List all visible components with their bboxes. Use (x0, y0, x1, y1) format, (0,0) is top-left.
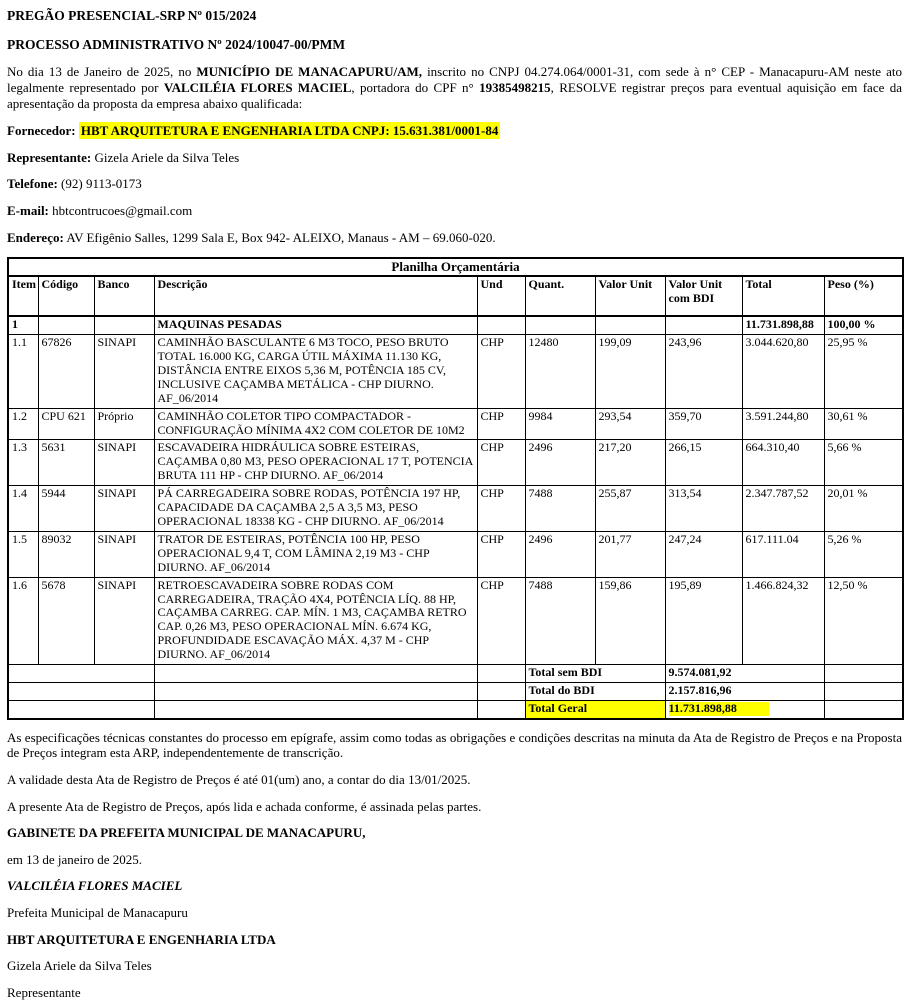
table-row (8, 531, 903, 577)
cell-quant: 2496 (525, 440, 595, 486)
totals-row-sem-bdi (8, 665, 903, 683)
table-row (8, 408, 903, 440)
footer-date-line: em 13 de janeiro de 2025. (7, 851, 143, 867)
total-geral-value-cell (665, 700, 824, 718)
contact-line-representante (7, 150, 902, 166)
doc-title: PREGÃO PRESENCIAL-SRP Nº 015/2024 (7, 8, 257, 23)
cell-valor-unit-bdi: 247,24 (665, 531, 742, 577)
footer-paragraph-validity: A validade desta Ata de Registro de Preços é até 01(um) ano, a contar do dia 13/01/2025. (7, 771, 471, 787)
cell-valor-unit (595, 316, 665, 334)
cell-banco: SINAPI (94, 486, 154, 532)
cell-quant (525, 316, 595, 334)
cell-valor-unit: 159,86 (595, 577, 665, 664)
cell-item: 1 (8, 316, 38, 334)
cell-und: CHP (477, 408, 525, 440)
cell-descricao: CAMINHÃO BASCULANTE 6 M3 TOCO, PESO BRUTO TOTAL 16.000 KG, CARGA ÚTIL MÁXIMA 11.130 KG, DISTÂNCIA ENTRE EIXOS 5,36 M, POTÊNCIA 185 CV, INCLUSIVE CAÇAMBA METÁLICA - CHP DIURNO. AF_06/2014 (154, 335, 477, 409)
cell-quant: 12480 (525, 335, 595, 409)
contact-line-endereco (7, 230, 902, 246)
email-label: E-mail: (7, 202, 49, 218)
col-header-item: Item (8, 276, 38, 316)
intro-text-4: , RESOLVE registrar preços para eventual aquisição em face da apresentação da proposta da empresa abaixo qualificada: (7, 79, 902, 111)
col-header-banco: Banco (94, 276, 154, 316)
intro-text-3: , portadora do CPF n° (351, 79, 480, 95)
process-number: PROCESSO ADMINISTRATIVO Nº 2024/10047-00/PMM (7, 37, 346, 53)
table-row (8, 486, 903, 532)
cell-descricao: PÁ CARREGADEIRA SOBRE RODAS, POTÊNCIA 197 HP, CAPACIDADE DA CAÇAMBA 2,5 A 3,5 M3, PESO OPERACIONAL 18338 KG - CHP DIURNO. AF_06/2014 (154, 486, 477, 532)
cell-banco: SINAPI (94, 440, 154, 486)
cell-peso: 20,01 % (824, 486, 903, 532)
totals-row-do-bdi (8, 682, 903, 700)
intro-text-2: inscrito no CNPJ 04.274.064/0001-31, com sede à n° CEP - Manacapuru-AM neste ato legalmente representado por (7, 64, 902, 95)
cell-item: 1.4 (8, 486, 38, 532)
empty-cell (8, 700, 154, 718)
cell-und: CHP (477, 440, 525, 486)
mayor-name: VALCILÉIA FLORES MACIEL (163, 79, 352, 95)
cell-valor-unit-bdi (665, 316, 742, 334)
footer-paragraph-signing: A presente Ata de Registro de Preços, após lida e achada conforme, é assinada pelas partes. (7, 798, 482, 814)
cell-valor-unit: 199,09 (595, 335, 665, 409)
empty-cell (154, 665, 477, 683)
cell-banco (94, 316, 154, 334)
col-header-peso: Peso (%) (824, 276, 903, 316)
cell-valor-unit-bdi: 359,70 (665, 408, 742, 440)
intro-paragraph (7, 64, 902, 111)
table-title: Planilha Orçamentária (8, 258, 903, 276)
supplier-value-highlighted: HBT ARQUITETURA E ENGENHARIA LTDA CNPJ: 15.631.381/0001-84 (80, 123, 499, 139)
cell-codigo (38, 316, 94, 334)
cell-codigo: 89032 (38, 531, 94, 577)
cell-banco: Próprio (94, 408, 154, 440)
cell-peso: 5,66 % (824, 440, 903, 486)
intro-text-1: No dia 13 de Janeiro de 2025, no (7, 64, 197, 80)
cell-und: CHP (477, 577, 525, 664)
cell-item: 1.1 (8, 335, 38, 409)
footer-paragraph-specs: As especificações técnicas constantes do processo em epígrafe, assim como todas as obrigações e condições descritas na minuta da Ata de Registro de Preços e na Proposta de Preços integram esta ARP, independentemente de transcrição. (7, 729, 902, 761)
signature-company-name: HBT ARQUITETURA E ENGENHARIA LTDA (7, 931, 276, 947)
cell-peso: 12,50 % (824, 577, 903, 664)
cell-banco: SINAPI (94, 577, 154, 664)
cell-total: 617.111.04 (742, 531, 824, 577)
cell-peso: 100,00 % (824, 316, 903, 334)
totals-row-geral (8, 700, 903, 718)
signature-mayor-name: VALCILÉIA FLORES MACIEL (7, 878, 183, 894)
signature-rep-name: Gizela Ariele da Silva Teles (7, 958, 152, 974)
cell-quant: 7488 (525, 486, 595, 532)
empty-cell (154, 700, 477, 718)
total-do-bdi-label: Total do BDI (525, 682, 665, 700)
cell-codigo: 5678 (38, 577, 94, 664)
cell-codigo: 5631 (38, 440, 94, 486)
cell-codigo: 67826 (38, 335, 94, 409)
cell-valor-unit: 201,77 (595, 531, 665, 577)
cell-valor-unit: 217,20 (595, 440, 665, 486)
telefone-value: (92) 9113-0173 (61, 176, 142, 192)
cell-descricao: TRATOR DE ESTEIRAS, POTÊNCIA 100 HP, PESO OPERACIONAL 9,4 T, COM LÂMINA 2,19 M3 - CHP DIURNO. AF_06/2014 (154, 531, 477, 577)
cell-banco: SINAPI (94, 531, 154, 577)
total-sem-bdi-label: Total sem BDI (525, 665, 665, 683)
cell-valor-unit-bdi: 266,15 (665, 440, 742, 486)
cell-peso: 25,95 % (824, 335, 903, 409)
col-header-codigo: Código (38, 276, 94, 316)
cell-peso: 30,61 % (824, 408, 903, 440)
cell-item: 1.3 (8, 440, 38, 486)
total-sem-bdi-value: 9.574.081,92 (665, 665, 824, 683)
empty-cell (154, 682, 477, 700)
cell-valor-unit: 293,54 (595, 408, 665, 440)
empty-cell (824, 682, 903, 700)
cell-banco: SINAPI (94, 335, 154, 409)
supplier-label: Fornecedor: (7, 123, 76, 139)
supplier-line (7, 123, 902, 139)
cell-descricao: RETROESCAVADEIRA SOBRE RODAS COM CARREGADEIRA, TRAÇÃO 4X4, POTÊNCIA LÍQ. 88 HP, CAÇAMBA CARREG. CAP. MÍN. 1 M3, CAÇAMBA RETRO CAP. 0,26 M3, PESO OPERACIONAL MÍN. 6.674 KG, PROFUNDIDADE ESCAVAÇÃO MÁX. 4,37 M - CHP DIURNO. AF_06/2014 (154, 577, 477, 664)
cell-total: 2.347.787,52 (742, 486, 824, 532)
representante-value: Gizela Ariele da Silva Teles (94, 149, 240, 165)
contact-line-email (7, 203, 902, 219)
cell-total: 3.591.244,80 (742, 408, 824, 440)
signature-rep-role: Representante (7, 984, 81, 1000)
cell-valor-unit-bdi: 195,89 (665, 577, 742, 664)
cell-und (477, 316, 525, 334)
empty-cell (477, 682, 525, 700)
cell-total: 11.731.898,88 (742, 316, 824, 334)
empty-cell (8, 665, 154, 683)
endereco-label: Endereço: (7, 229, 64, 245)
col-header-valor-unit: Valor Unit (595, 276, 665, 316)
cell-und: CHP (477, 531, 525, 577)
cell-total: 3.044.620,80 (742, 335, 824, 409)
col-header-total: Total (742, 276, 824, 316)
cell-codigo: CPU 621 (38, 408, 94, 440)
group-row (8, 316, 903, 334)
endereco-value: AV Efigênio Salles, 1299 Sala E, Box 942- ALEIXO, Manaus - AM – 69.060-020. (66, 229, 496, 245)
total-do-bdi-value: 2.157.816,96 (665, 682, 824, 700)
table-header-row (8, 276, 903, 316)
total-geral-label: Total Geral (525, 700, 665, 718)
empty-cell (8, 682, 154, 700)
email-value: hbtcontrucoes@gmail.com (52, 202, 193, 218)
budget-table (7, 257, 904, 720)
cpf-number: 19385498215 (479, 79, 551, 95)
table-title-row (8, 258, 903, 276)
empty-cell (824, 700, 903, 718)
cell-item: 1.2 (8, 408, 38, 440)
contact-line-telefone (7, 176, 902, 192)
cell-quant: 2496 (525, 531, 595, 577)
cell-quant: 9984 (525, 408, 595, 440)
cell-total: 664.310,40 (742, 440, 824, 486)
cell-valor-unit-bdi: 243,96 (665, 335, 742, 409)
table-row (8, 577, 903, 664)
cell-descricao: ESCAVADEIRA HIDRÁULICA SOBRE ESTEIRAS, CAÇAMBA 0,80 M3, PESO OPERACIONAL 17 T, POTENCIA BRUTA 111 HP - CHP DIURNO. AF_06/2014 (154, 440, 477, 486)
cell-total: 1.466.824,32 (742, 577, 824, 664)
cell-und: CHP (477, 335, 525, 409)
municipality-name: MUNICÍPIO DE MANACAPURU/AM, (196, 64, 423, 80)
total-geral-value: 11.731.898,88 (669, 702, 769, 716)
cell-peso: 5,26 % (824, 531, 903, 577)
footer-cabinet-line: GABINETE DA PREFEITA MUNICIPAL DE MANACAPURU, (7, 825, 366, 841)
empty-cell (477, 665, 525, 683)
cell-item: 1.5 (8, 531, 38, 577)
cell-descricao: CAMINHÃO COLETOR TIPO COMPACTADOR - CONFIGURAÇÃO MÍNIMA 4X2 COM COLETOR DE 10M2 (154, 408, 477, 440)
col-header-descricao: Descrição (154, 276, 477, 316)
cell-und: CHP (477, 486, 525, 532)
empty-cell (477, 700, 525, 718)
cell-codigo: 5944 (38, 486, 94, 532)
cell-descricao: MAQUINAS PESADAS (154, 316, 477, 334)
table-row (8, 335, 903, 409)
cell-valor-unit-bdi: 313,54 (665, 486, 742, 532)
empty-cell (824, 665, 903, 683)
cell-item: 1.6 (8, 577, 38, 664)
telefone-label: Telefone: (7, 176, 58, 192)
col-header-und: Und (477, 276, 525, 316)
col-header-valor-unit-bdi: Valor Unit com BDI (665, 276, 742, 316)
cell-valor-unit: 255,87 (595, 486, 665, 532)
representante-label: Representante: (7, 149, 92, 165)
signature-mayor-role: Prefeita Municipal de Manacapuru (7, 904, 188, 920)
cell-quant: 7488 (525, 577, 595, 664)
col-header-quant: Quant. (525, 276, 595, 316)
table-row (8, 440, 903, 486)
